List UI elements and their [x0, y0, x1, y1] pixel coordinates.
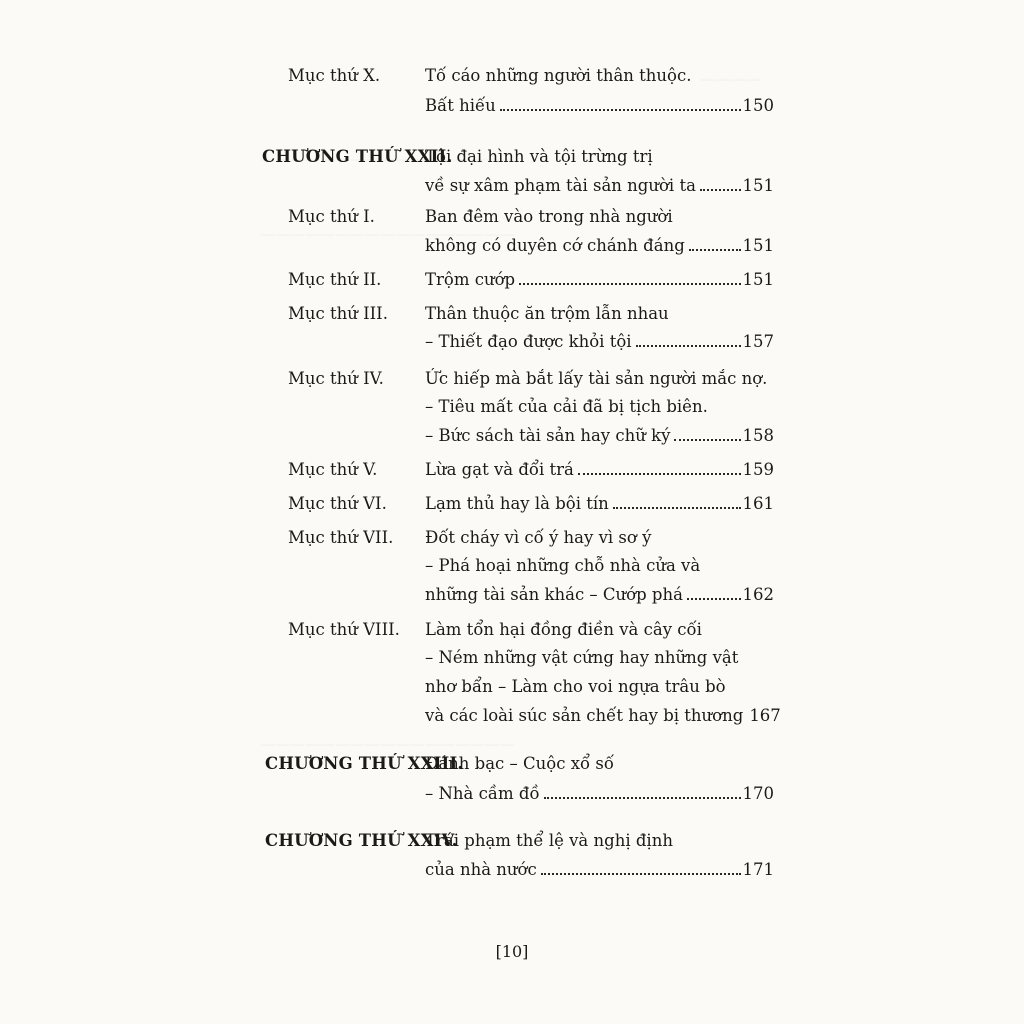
entry-title: về sự xâm phạm tài sản người ta: [425, 176, 696, 195]
entry-title: và các loài súc sản chết hay bị thương: [425, 706, 744, 725]
entry-title: Trộm cướp: [425, 270, 516, 289]
toc-entry-line: [425, 494, 774, 513]
toc-entry-line: [425, 460, 774, 479]
dot-leader: [636, 345, 741, 347]
entry-title: không có duyên cớ chánh đáng: [425, 236, 685, 255]
toc-entry-line: [425, 784, 774, 803]
page-number: 150: [742, 96, 774, 115]
section-label: Mục thứ X.: [288, 66, 381, 85]
dot-leader: [613, 507, 741, 509]
section-label: Mục thứ I.: [288, 207, 375, 226]
toc-entry-line: [425, 96, 774, 115]
page-number: 158: [742, 426, 774, 445]
dot-leader: [500, 109, 741, 111]
page-number: 162: [742, 585, 774, 604]
toc-entry-line: [425, 176, 774, 195]
toc-entry-line: [425, 585, 774, 604]
footer-page-number: [10]: [495, 942, 529, 961]
toc-entry-line: [425, 236, 774, 255]
page-number: 151: [742, 270, 774, 289]
chapter-label: CHƯƠNG THỨ XXII.: [262, 147, 453, 166]
toc-entry-line: [425, 332, 774, 351]
dot-leader: [700, 189, 741, 191]
bleed-through-decoration: [700, 70, 760, 88]
entry-title: – Tiêu mất của cải đã bị tịch biên.: [425, 397, 708, 416]
toc-entry-line: [425, 860, 774, 879]
chapter-label: CHƯƠNG THỨ XXIII.: [265, 754, 464, 773]
section-label: Mục thứ II.: [288, 270, 382, 289]
section-label: Mục thứ VIII.: [288, 620, 400, 639]
page-number: 171: [742, 860, 774, 879]
entry-title: – Nhà cầm đồ: [425, 784, 540, 803]
page-number: 157: [742, 332, 774, 351]
entry-title: Tội đại hình và tội trừng trị: [425, 147, 653, 166]
section-label: Mục thứ VI.: [288, 494, 387, 513]
page-number: 167: [749, 706, 781, 725]
entry-title: Làm tổn hại đồng điền và cây cối: [425, 620, 702, 639]
entry-title: nhơ bẩn – Làm cho voi ngựa trâu bò: [425, 677, 726, 696]
toc-entry-line: [425, 270, 774, 289]
entry-title: – Thiết đạo được khỏi tội: [425, 332, 632, 351]
toc-entry-line: [425, 426, 774, 445]
dot-leader: [541, 873, 741, 875]
section-label: Mục thứ V.: [288, 460, 378, 479]
entry-title: Tố cáo những người thân thuộc.: [425, 66, 692, 85]
entry-title: Bất hiếu: [425, 96, 496, 115]
dot-leader: [578, 473, 741, 475]
dot-leader: [689, 249, 741, 251]
page-number: 151: [742, 176, 774, 195]
chapter-label: CHƯƠNG THỨ XXIV.: [265, 831, 458, 850]
entry-title: Lạm thủ hay là bội tín: [425, 494, 609, 513]
dot-leader: [687, 598, 741, 600]
entry-title: Ban đêm vào trong nhà người: [425, 207, 673, 226]
section-label: Mục thứ VII.: [288, 528, 394, 547]
entry-title: những tài sản khác – Cướp phá: [425, 585, 683, 604]
dot-leader: [674, 439, 740, 441]
bleed-through-decoration: [260, 735, 515, 753]
entry-title: của nhà nước: [425, 860, 537, 879]
entry-title: Đốt cháy vì cố ý hay vì sơ ý: [425, 528, 652, 547]
page-number: 161: [742, 494, 774, 513]
dot-leader: [519, 283, 740, 285]
page-number: 170: [742, 784, 774, 803]
entry-title: – Phá hoại những chỗ nhà cửa và: [425, 556, 701, 575]
section-label: Mục thứ III.: [288, 304, 388, 323]
entry-title: Trái phạm thể lệ và nghị định: [425, 831, 673, 850]
section-label: Mục thứ IV.: [288, 369, 384, 388]
entry-title: Đánh bạc – Cuộc xổ số: [425, 754, 614, 773]
dot-leader: [544, 797, 741, 799]
entry-title: Thân thuộc ăn trộm lẫn nhau: [425, 304, 669, 323]
entry-title: Ức hiếp mà bắt lấy tài sản người mắc nợ.: [425, 369, 768, 388]
entry-title: Lừa gạt và đổi trá: [425, 460, 574, 479]
toc-entry-line: [425, 706, 781, 725]
page-number: 159: [742, 460, 774, 479]
entry-title: – Bức sách tài sản hay chữ ký: [425, 426, 671, 445]
entry-title: – Ném những vật cứng hay những vật: [425, 648, 739, 667]
page-number: 151: [742, 236, 774, 255]
